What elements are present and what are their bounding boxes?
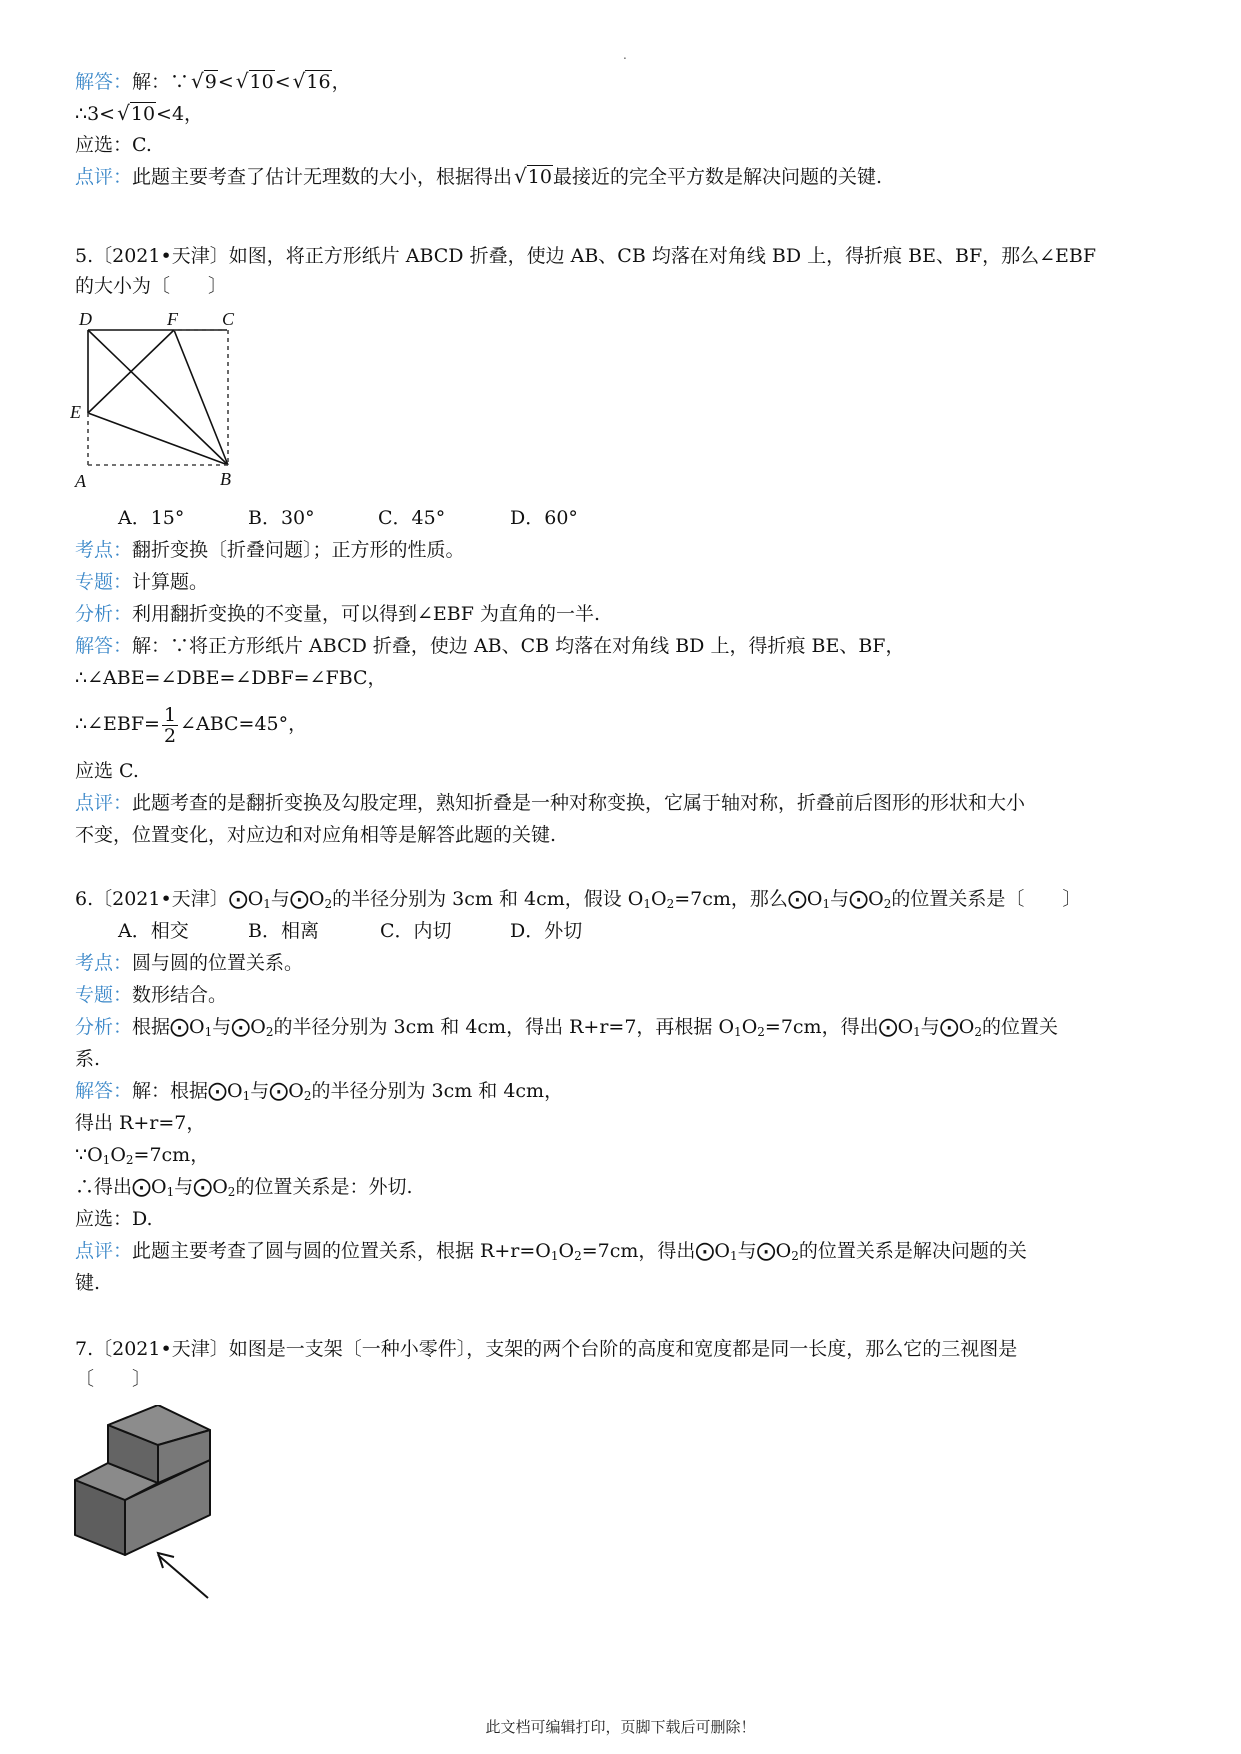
q6-analysis-2: 系. (75, 1048, 101, 1070)
q6-analysis-1: 分析：根据$⨀O_1$与$⨀O_2$的半径分别为 3cm 和 4cm，得出 R+r=7，再根据 $O_1O_2=7cm$，得出$⨀O_1$与$⨀O_2$的位置关 (75, 1016, 1059, 1039)
option-b[interactable]: B．相离 (248, 920, 319, 942)
q5-stem-1: 5.〔2021•天津〕如图，将正方形纸片 ABCD 折叠，使边 AB、CB 均落在对角线 BD 上，得折痕 BE、BF，那么∠EBF (75, 245, 1097, 267)
q6-options (118, 918, 582, 944)
page-footer: 此文档可编辑打印，页脚下载后可删除！ (485, 1718, 756, 1736)
q5-options (118, 505, 578, 531)
point-tag: 考点： (75, 952, 133, 974)
q6-answer-2: 得出 R+r=7， (75, 1112, 206, 1134)
option-b[interactable]: B．30° (248, 507, 315, 529)
analysis-tag: 分析： (75, 603, 133, 625)
q5-topic (75, 569, 208, 595)
sqrt-16: √16 (292, 69, 331, 93)
topic-tag: 专题： (75, 984, 133, 1006)
crease-eb (88, 413, 228, 465)
label-D: D (79, 309, 92, 329)
answer-text: <4， (156, 103, 204, 125)
q6-point (75, 950, 303, 976)
label-C: C (222, 309, 235, 329)
q6-topic (75, 982, 227, 1008)
q6-answer-4: ∴得出$⨀O_1$与$⨀O_2$的位置关系是：外切. (75, 1176, 413, 1199)
answer-text: 解：∵ (132, 71, 190, 93)
label-E: E (70, 402, 81, 422)
q5-review-2: 不变，位置变化，对应边和对应角相等是解答此题的关键. (75, 824, 557, 846)
q5-answer-3 (75, 702, 307, 746)
option-d[interactable]: D．60° (510, 507, 578, 529)
answer-text: ∴∠EBF= (75, 713, 160, 735)
topic-tag: 专题： (75, 571, 133, 593)
q5-stem-2: 的大小为〔 〕 (75, 275, 228, 297)
label-A: A (75, 471, 86, 490)
q4-answer-line-3: 应选：C. (75, 134, 152, 156)
diagonal-db (88, 330, 228, 465)
review-text: 此题主要考查了估计无理数的大小，根据得出 (132, 166, 513, 188)
option-c[interactable]: C．内切 (380, 920, 452, 942)
bracket-3d-figure (70, 1405, 220, 1600)
review-tag: 点评： (75, 166, 133, 188)
less-than: < (217, 71, 234, 93)
q6-answer-1: 解答：解：根据$⨀O_1$与$⨀O_2$的半径分别为 3cm 和 4cm， (75, 1080, 564, 1103)
sqrt-9: √9 (191, 69, 217, 93)
header-mark: . (623, 48, 627, 62)
sqrt-10: √10 (117, 101, 156, 125)
q6-answer-5: 应选：D. (75, 1208, 153, 1230)
q7-stem-1: 7.〔2021•天津〕如图是一支架〔一种小零件〕，支架的两个台阶的高度和宽度都是同一长度，那么它的三视图是 (75, 1338, 1018, 1360)
less-than: < (274, 71, 291, 93)
topic-text: 数形结合。 (132, 984, 228, 1006)
q6-review-1: 点评：此题主要考查了圆与圆的位置关系，根据 $R+r=O_1O_2=7cm$，得出$⨀O_1$与$⨀O_2$的位置关系是解决问题的关 (75, 1240, 1027, 1263)
label-F: F (167, 309, 178, 329)
option-a[interactable]: A．相交 (118, 920, 189, 942)
q6-review-2: 键. (75, 1272, 101, 1294)
answer-tag: 解答： (75, 635, 133, 657)
q6-answer-3: $\because O_1O_2=7cm$， (75, 1144, 210, 1167)
q4-answer-line-2 (75, 100, 203, 127)
q6-stem: 6.〔2021•天津〕$⨀O_1$与$⨀O_2$的半径分别为 3cm 和 4cm，假设 $O_1O_2=7cm$，那么$⨀O_1$与$⨀O_2$的位置关系是〔 〕 (75, 888, 1082, 911)
option-d[interactable]: D．外切 (510, 920, 583, 942)
review-text: 最接近的完全平方数是解决问题的关键. (552, 166, 883, 188)
q5-review-1 (75, 790, 1025, 816)
q4-review (75, 163, 882, 190)
crease-fb (174, 330, 228, 465)
review-text: 此题考查的是翻折变换及勾股定理，熟知折叠是一种对称变换，它属于轴对称，折叠前后图形的形状和大小 (132, 792, 1026, 814)
option-a[interactable]: A．15° (118, 507, 185, 529)
q5-answer-2: ∴∠ABE=∠DBE=∠DBF=∠FBC， (75, 667, 387, 689)
label-B: B (220, 469, 231, 489)
review-tag: 点评： (75, 792, 133, 814)
answer-tag: 解答： (75, 71, 133, 93)
q5-analysis (75, 601, 600, 627)
topic-text: 计算题。 (132, 571, 209, 593)
view-arrow-line (158, 1555, 208, 1598)
q5-answer-1 (75, 633, 904, 659)
analysis-text: 利用翻折变换的不变量，可以得到∠EBF 为直角的一半. (132, 603, 601, 625)
q4-answer-line-1 (75, 68, 351, 95)
answer-text: ∠ABC=45°， (180, 713, 308, 735)
point-tag: 考点： (75, 539, 133, 561)
sqrt-10: √10 (514, 164, 552, 188)
answer-text: ∴3< (75, 103, 116, 125)
square-fold-figure (70, 305, 250, 490)
analysis-tag: 分析： (75, 1016, 133, 1038)
q7-stem-2: 〔 〕 (75, 1368, 152, 1390)
q5-answer-4: 应选 C. (75, 760, 139, 782)
option-c[interactable]: C．45° (378, 507, 446, 529)
point-text: 翻折变换〔折叠问题〕；正方形的性质。 (132, 539, 465, 561)
punct: ， (331, 71, 351, 93)
review-tag: 点评： (75, 1240, 133, 1262)
sqrt-10: √10 (235, 69, 274, 93)
fraction-half: $\frac{1}{2}$ (163, 703, 177, 747)
answer-text: 解：∵将正方形纸片 ABCD 折叠，使边 AB、CB 均落在对角线 BD 上，得折痕 BE、BF， (132, 635, 905, 657)
answer-tag: 解答： (75, 1080, 133, 1102)
q5-point (75, 537, 465, 563)
point-text: 圆与圆的位置关系。 (132, 952, 304, 974)
